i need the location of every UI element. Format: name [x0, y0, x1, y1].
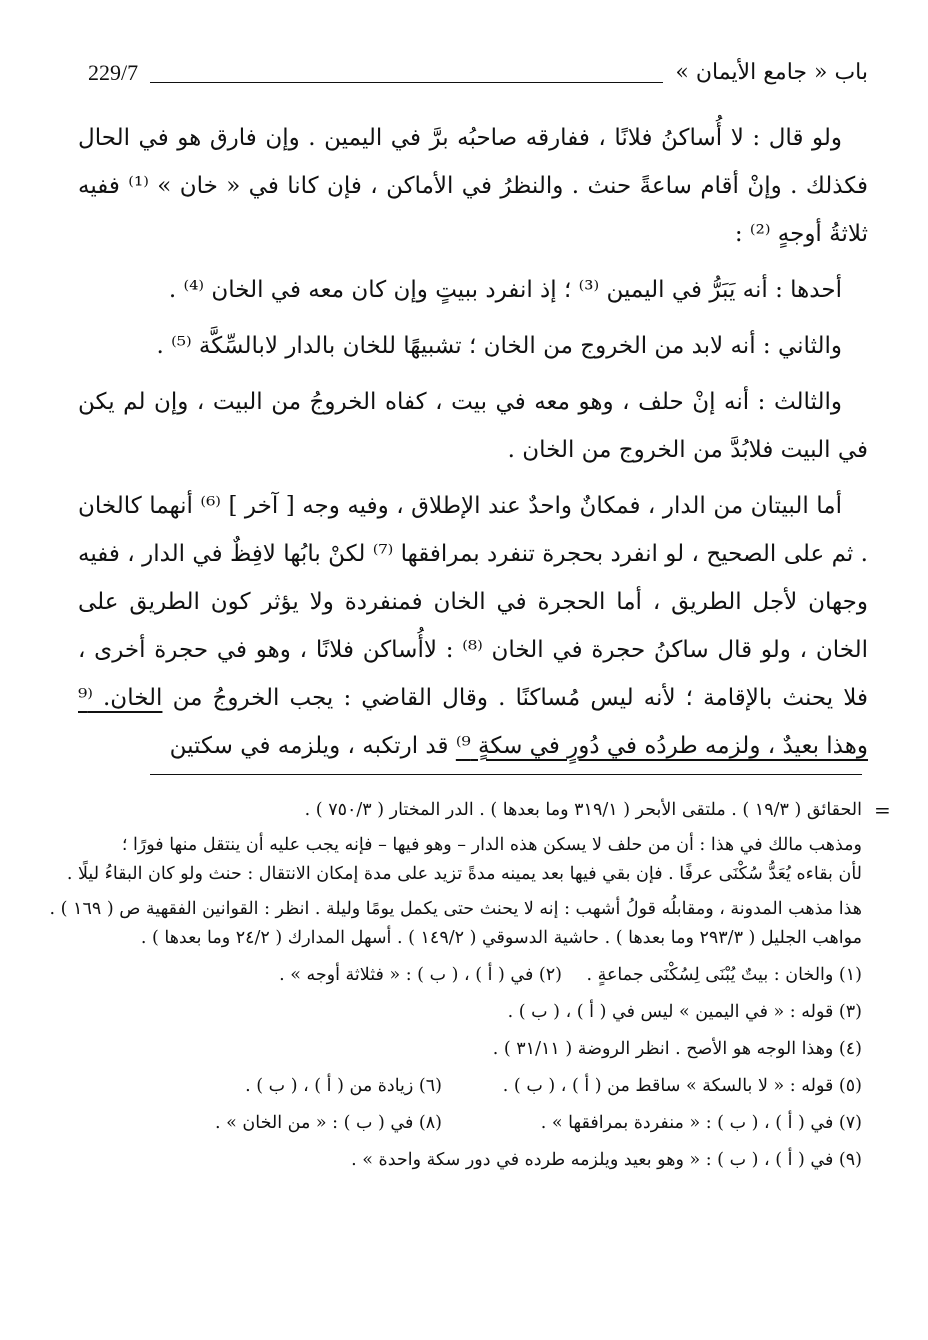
paragraph-5-main: أما البيتان من الدار ، فمكانٌ واحدٌ عند الإطلاق ، وفيه وجه [ آخر ] ⁽⁶⁾ أنهما كالخان . ثم على الصحيح ، لو انفرد بحجرة تنفرد بمرافقها ⁽⁷⁾ لكنْ بابُها لافِظٌ في الدار ، ففيه وجهان لأجل الطريق ، أما الحجرة في الخان فمنفردة ولا يؤثر كون الطريق على الخان ، ولو قال ساكنُ حجرة في الخان ⁽⁸⁾ : لاأُساكن فلانًا ، وهو في حجرة أخرى ، فلا يحنث بالإقامة ؛ لأنه ليس مُساكنًا . وقال القاضي : يجب الخروجُ من [78, 493, 868, 711]
footnote-1: (١) والخان : بيتٌ يُبْنَى لِسُكْنَى جماعةٍ . [586, 965, 862, 985]
paragraph-2: أحدها : أنه يَبَرُّ في اليمين ⁽³⁾ ؛ إذ انفرد ببيتٍ وإن كان معه في الخان ⁽⁴⁾ . [168, 277, 842, 303]
footnote-row-1-2 [84, 961, 862, 990]
footnote-maliki-line-3: هذا مذهب المدونة ، ومقابلُه قولُ أشهب : إنه لا يحنث حتى يكمل يومًا وليلة . انظر : القوانين الفقهية ص ( ١٦٩ ) . [49, 899, 862, 919]
paragraph-5-underlined: الخان. ⁽⁹ وهذا بعيدٌ ، ولزمه طردُه في دُورٍ في سكةٍ ⁹⁾ [78, 685, 868, 759]
footnote-5: (٥) قوله : « لا بالسكة » ساقط من ( أ ) ، ( ب ) . [502, 1076, 862, 1096]
footnote-separator [150, 774, 862, 775]
footnote-7: (٧) في ( أ ) ، ( ب ) : « منفردة بمرافقها » . [540, 1113, 862, 1133]
header-rule [150, 82, 663, 83]
footnotes [49, 796, 862, 1175]
continuation-mark: = [874, 798, 891, 822]
footnote-maliki-line-2: لأن بقاءه يُعَدُّ سُكْنَى عرفًا . فإن بقي فيها بعد يمينه مدةً تزيد على مدة إمكان الانتقال : حنث ولو كان البقاءُ ليلًا . [66, 864, 862, 884]
chapter-title: باب « جامع الأيمان » [675, 60, 868, 85]
footnote-row-5-6 [84, 1072, 862, 1101]
footnote-maliki-line-4: مواهب الجليل ( ٢٩٣/٣ وما بعدها ) . حاشية الدسوقي ( ١٤٩/٢ ) . أسهل المدارك ( ٢٤/٢ وما بعدها ) . [140, 928, 862, 948]
paragraph-5-tail: قد ارتكبه ، ويلزمه في سكتين [169, 733, 449, 759]
paragraph-1: ولو قال : لا أُساكنُ فلانًا ، ففارقه صاحبُه برَّ في اليمين . وإن فارق هو في الحال فكذلك . وإنْ أقام ساعةً حنث . والنظرُ في الأماكن ، فإن كانا في « خان » ⁽¹⁾ ففيه ثلاثةُ أوجهٍ ⁽²⁾ : [78, 125, 868, 247]
footnote-6: (٦) زيادة من ( أ ) ، ( ب ) . [245, 1076, 442, 1096]
footnote-continued: الحقائق ( ١٩/٣ ) . ملتقى الأبحر ( ٣١٩/١ وما بعدها ) . الدر المختار ( ٧٥٠/٣ ) . [304, 800, 862, 820]
paragraph-3: والثاني : أنه لابد من الخروج من الخان ؛ تشبيهًا للخان بالدار لابالسِّكَّة ⁽⁵⁾ . [156, 333, 842, 359]
footnote-row-7-8 [84, 1109, 862, 1138]
running-header [88, 56, 868, 92]
footnote-2: (٢) في ( أ ) ، ( ب ) : « فثلاثة أوجه » . [279, 965, 562, 985]
footnote-9: (٩) في ( أ ) ، ( ب ) : « وهو بعيد ويلزمه طرده في دور سكة واحدة » . [351, 1150, 862, 1170]
footnote-3: (٣) قوله : « في اليمين » ليس في ( أ ) ، ( ب ) . [507, 1002, 862, 1022]
paragraph-4: والثالث : أنه إنْ حلف ، وهو معه في بيت ، كفاه الخروجُ من البيت ، وإن لم يكن في البيت فلابُدَّ من الخروج من الخان . [78, 389, 868, 463]
footnote-4: (٤) وهذا الوجه هو الأصح . انظر الروضة ( ٣١/١١ ) . [492, 1039, 862, 1059]
page-number: 229/7 [88, 60, 139, 85]
paragraph-5 [78, 482, 868, 770]
main-text [78, 114, 868, 770]
footnote-8: (٨) في ( ب ) : « من الخان » . [214, 1113, 442, 1133]
footnote-maliki-line-1: ومذهب مالك في هذا : أن من حلف لا يسكن هذه الدار – وهو فيها – فإنه يجب عليه أن ينتقل منها فورًا ؛ [121, 835, 862, 855]
